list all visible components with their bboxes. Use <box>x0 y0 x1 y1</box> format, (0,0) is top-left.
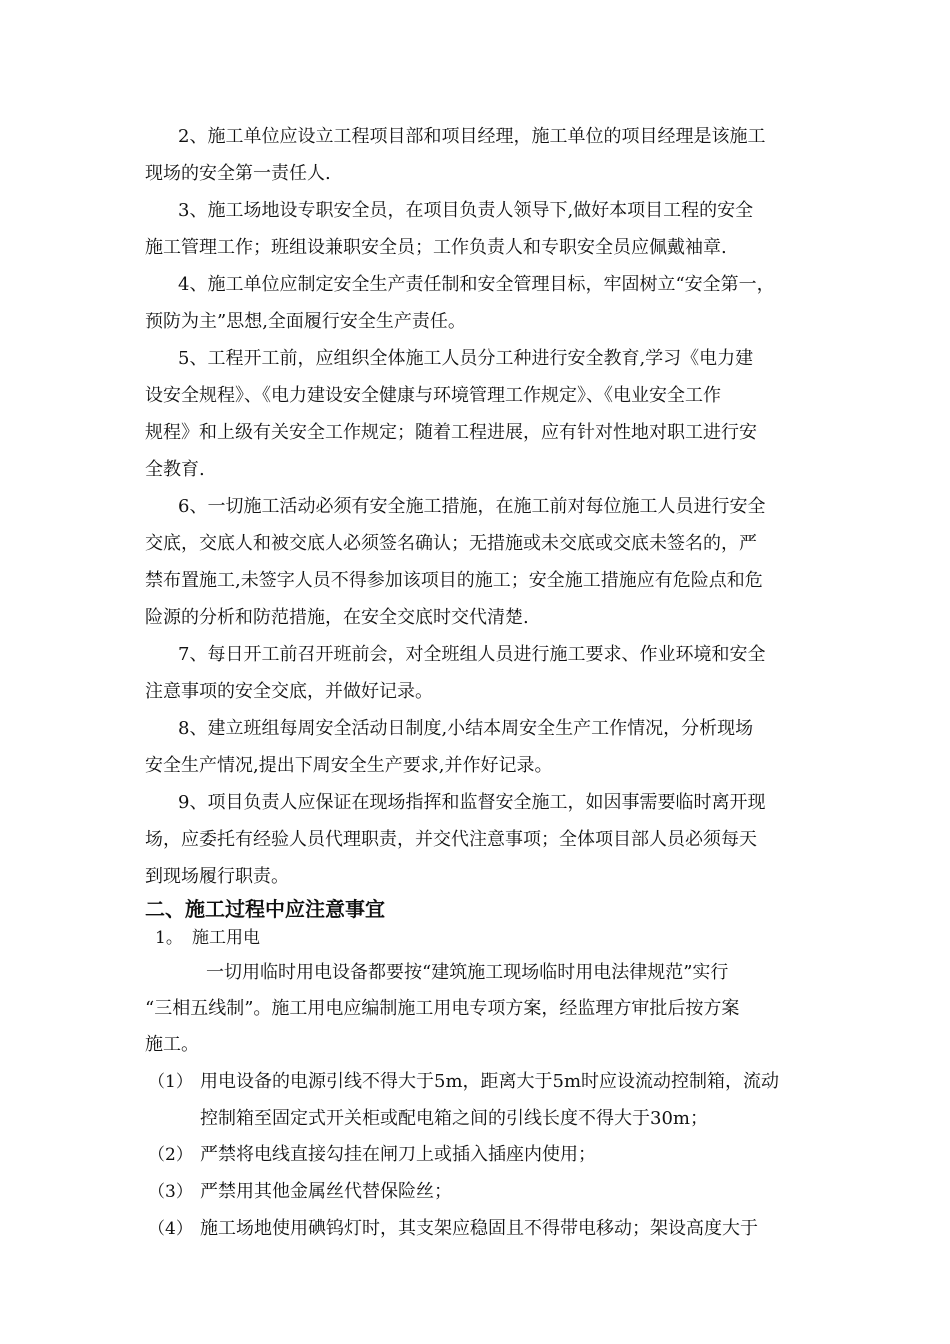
intro-line-2: “三相五线制”。施工用电应编制施工用电专项方案，经监理方审批后按方案 <box>145 998 740 1019</box>
item-4-line-1: 4、施工单位应制定安全生产责任制和安全管理目标，牢固树立“安全第一， <box>178 274 775 295</box>
item-5-line-2: 设安全规程》、《电力建设安全健康与环境管理工作规定》、《电业安全工作 <box>145 385 721 406</box>
rule-1-number: （1） <box>148 1072 193 1092</box>
item-9-line-3: 到现场履行职责。 <box>145 866 289 887</box>
item-6-line-3: 禁布置施工,未签字人员不得参加该项目的施工；安全施工措施应有危险点和危 <box>145 570 763 591</box>
rule-4-line-1: 施工场地使用碘钨灯时，其支架应稳固且不得带电移动；架设高度大于 <box>200 1218 758 1239</box>
item-6-line-2: 交底，交底人和被交底人必须签名确认；无措施或未交底或交底未签名的，严 <box>145 533 757 554</box>
item-3-line-2: 施工管理工作；班组设兼职安全员；工作负责人和专职安全员应佩戴袖章. <box>145 237 727 258</box>
item-7-line-2: 注意事项的安全交底，并做好记录。 <box>145 681 433 702</box>
subsection-1-number: 1。 <box>155 928 183 948</box>
rule-2-number: （2） <box>148 1145 193 1165</box>
rule-1-line-1: 用电设备的电源引线不得大于5m，距离大于5m时应设流动控制箱，流动 <box>200 1071 780 1092</box>
item-7-line-1: 7、每日开工前召开班前会，对全班组人员进行施工要求、作业环境和安全 <box>178 644 766 665</box>
item-6-line-4: 险源的分析和防范措施，在安全交底时交代清楚. <box>145 607 529 628</box>
rule-3-number: （3） <box>148 1182 193 1202</box>
rule-2-line-1: 严禁将电线直接勾挂在闸刀上或插入插座内使用； <box>200 1144 596 1165</box>
item-5-line-4: 全教育. <box>145 459 205 480</box>
section-2-heading: 二、施工过程中应注意事宜 <box>145 897 385 921</box>
item-8-line-1: 8、建立班组每周安全活动日制度,小结本周安全生产工作情况，分析现场 <box>178 718 754 739</box>
subsection-1-title: 施工用电 <box>192 928 260 948</box>
item-9-line-1: 9、项目负责人应保证在现场指挥和监督安全施工，如因事需要临时离开现 <box>178 792 766 813</box>
rule-1-line-2: 控制箱至固定式开关柜或配电箱之间的引线长度不得大于30m； <box>200 1108 708 1129</box>
item-6-line-1: 6、一切施工活动必须有安全施工措施，在施工前对每位施工人员进行安全 <box>178 496 766 517</box>
item-3-line-1: 3、施工场地设专职安全员，在项目负责人领导下,做好本项目工程的安全 <box>178 200 754 221</box>
item-4-line-2: 预防为主”思想,全面履行安全生产责任。 <box>145 311 466 332</box>
item-2-line-2: 现场的安全第一责任人. <box>145 163 331 184</box>
rule-3-line-1: 严禁用其他金属丝代替保险丝； <box>200 1181 452 1202</box>
item-5-line-1: 5、工程开工前，应组织全体施工人员分工种进行安全教育,学习《电力建 <box>178 348 754 369</box>
item-9-line-2: 场，应委托有经验人员代理职责，并交代注意事项；全体项目部人员必须每天 <box>145 829 757 850</box>
item-2-line-1: 2、施工单位应设立工程项目部和项目经理，施工单位的项目经理是该施工 <box>178 126 766 147</box>
item-5-line-3: 规程》和上级有关安全工作规定；随着工程进展，应有针对性地对职工进行安 <box>145 422 757 443</box>
intro-line-1: 一切用临时用电设备都要按“建筑施工现场临时用电法律规范”实行 <box>206 962 729 983</box>
intro-line-3: 施工。 <box>145 1034 199 1055</box>
item-8-line-2: 安全生产情况,提出下周安全生产要求,并作好记录。 <box>145 755 553 776</box>
rule-4-number: （4） <box>148 1219 193 1239</box>
